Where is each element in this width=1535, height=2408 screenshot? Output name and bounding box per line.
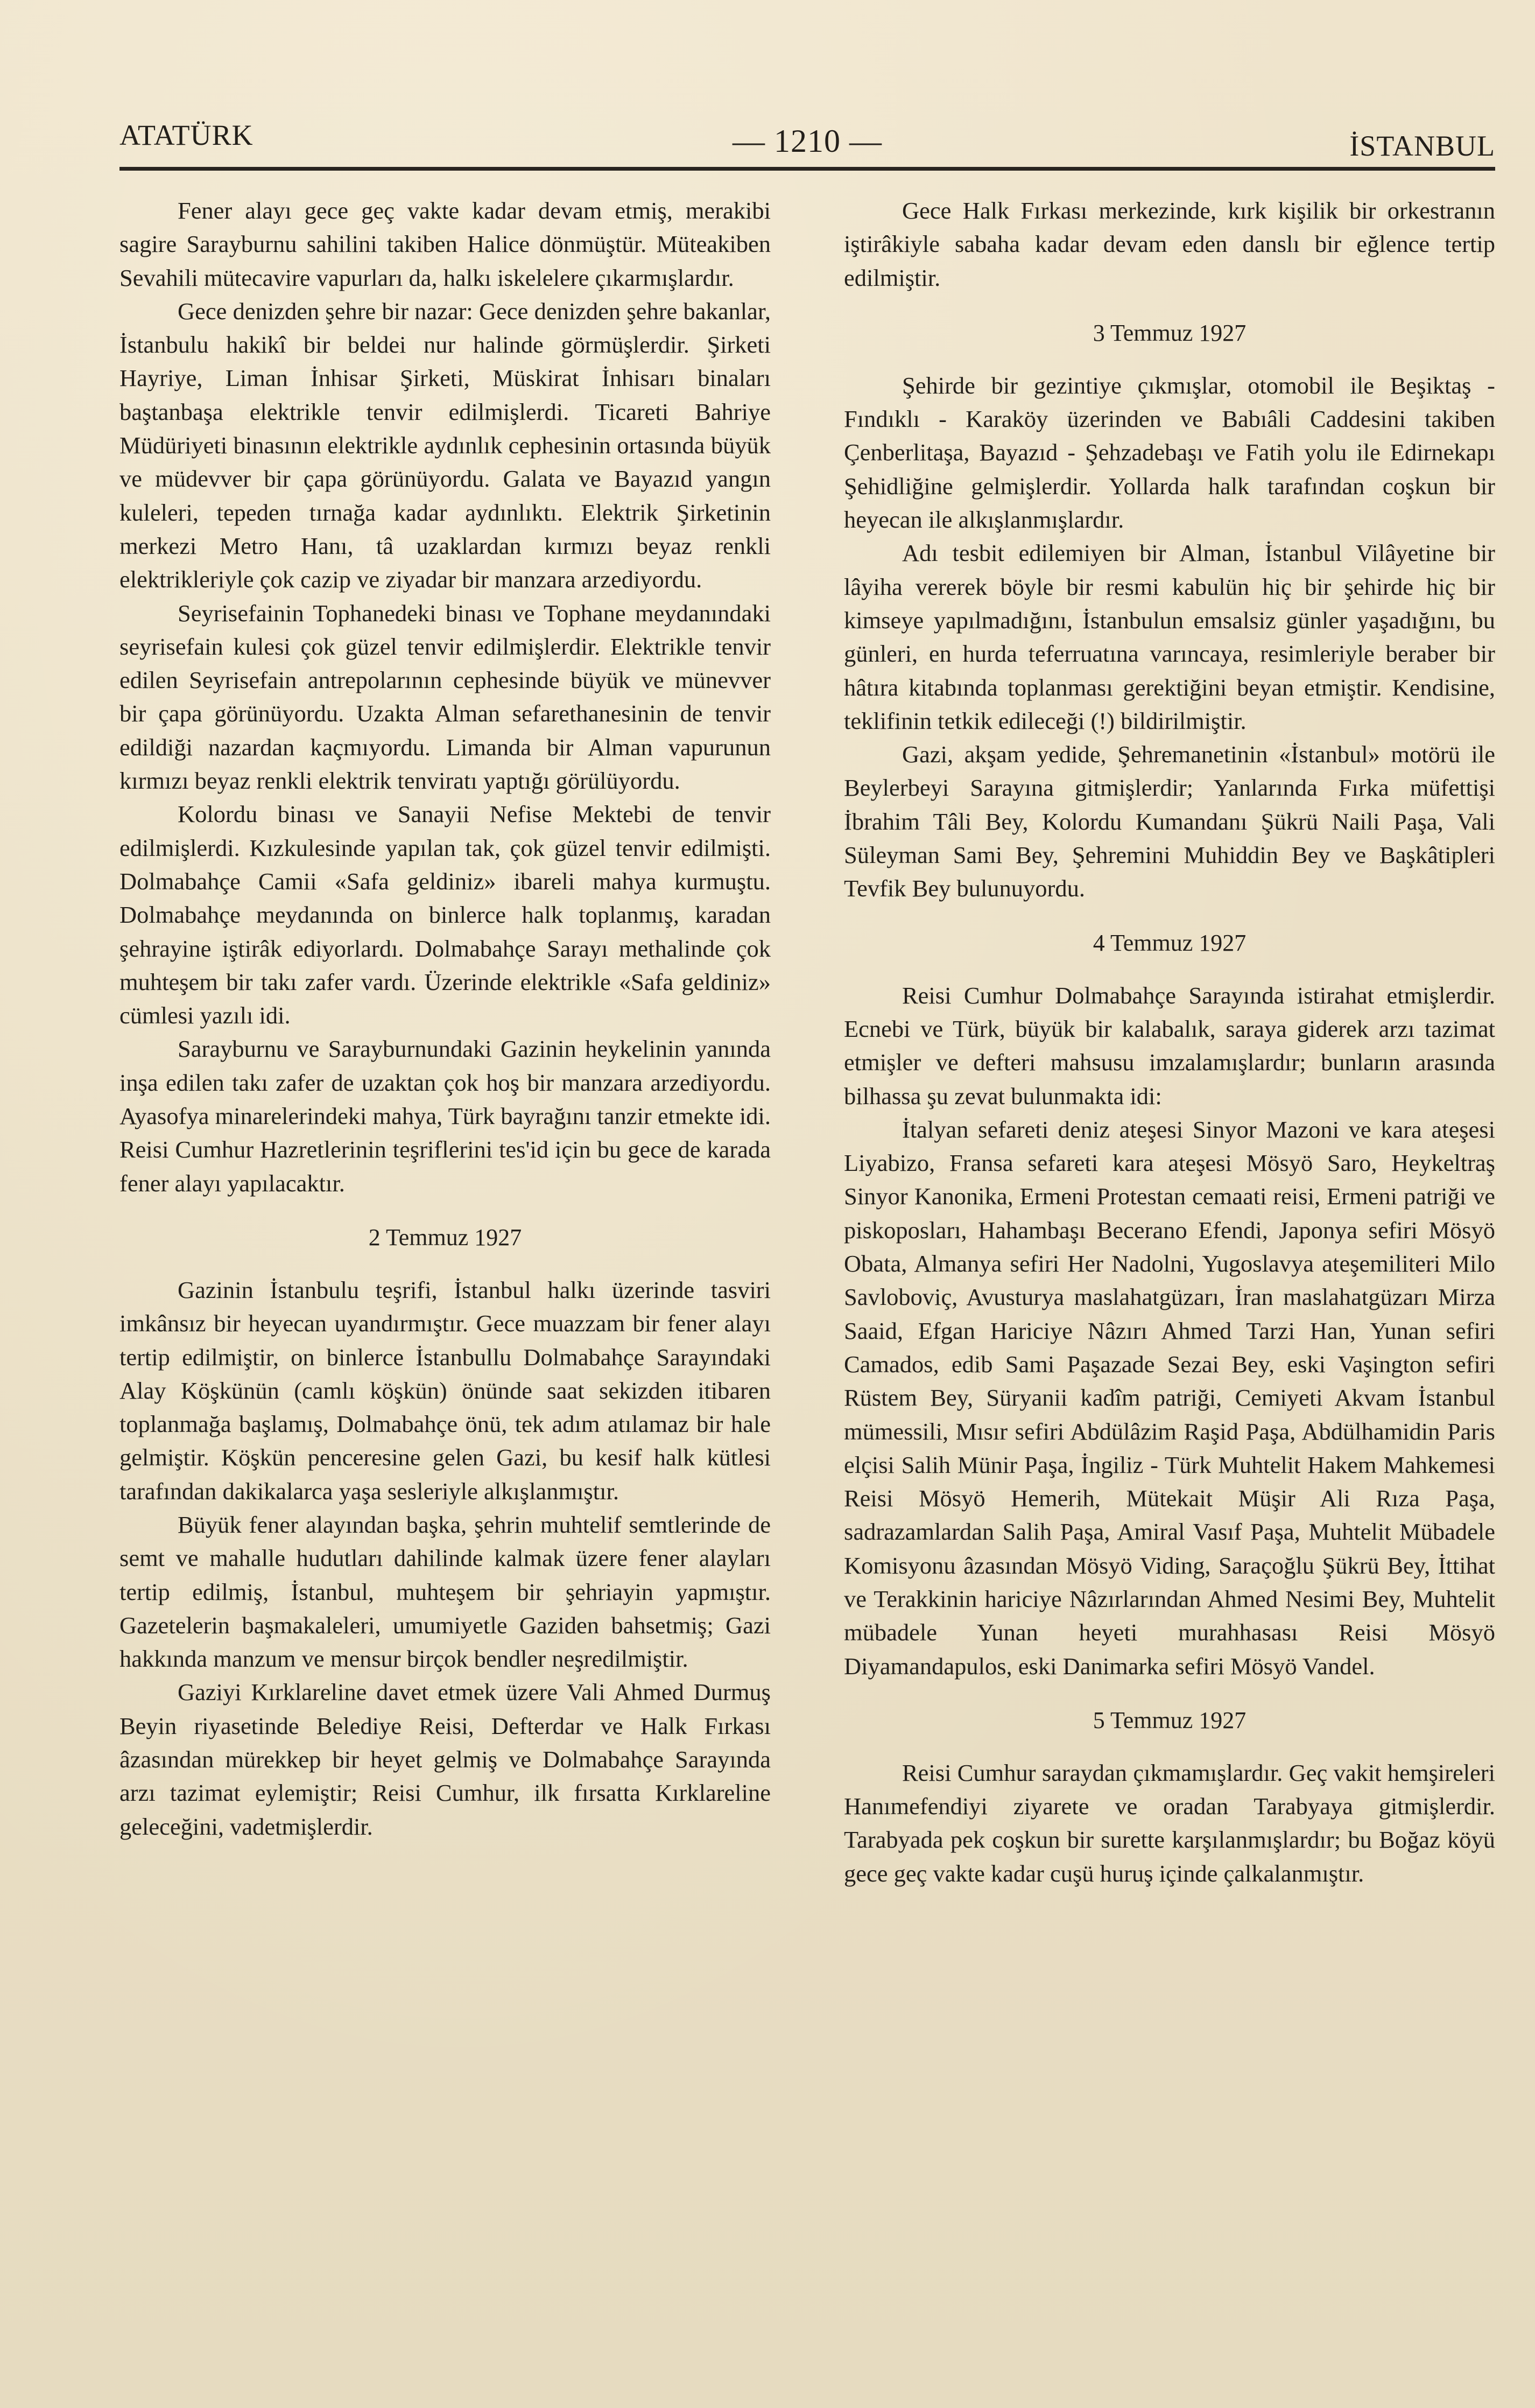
date-heading: 2 Temmuz 1927 — [368, 1224, 522, 1251]
header-rule — [119, 167, 1495, 171]
date-heading: 5 Temmuz 1927 — [1093, 1707, 1247, 1733]
paragraph: Şehirde bir gezintiye çıkmışlar, otomobil ile Beşiktaş - Fındıklı - Karaköy üzerinden ve Babıâli Caddesini takiben Çenberlitaşa, Bayazıd - Şehzadebaşı ve Fatih yolu ile Edirnekapı Şehidliğine gelmişlerdir. Yollarda halk tarafından coşkun bir heyecan ile alkışlanmışlardır. — [844, 371, 1495, 533]
paragraph: Gece Halk Fırkası merkezinde, kırk kişilik bir orkestranın iştirâkiyle sabaha kadar devam eden danslı bir eğlence tertip edilmiştir. — [844, 197, 1495, 291]
paragraph: Seyrisefainin Tophanedeki binası ve Tophane meydanındaki seyrisefain kulesi çok güzel tenvir edilmişlerdir. Elektrikle tenvir edilen Seyrisefain antrepolarının cephesinde büyük ve münevver bir çapa görünüyordu. Uzakta Alman sefarethanesinin de tenvir edildiği nazardan kaçmıyordu. Limanda bir Alman vapurunun kırmızı beyaz renkli elektrik tenviratı yaptığı görülüyordu. — [119, 599, 771, 795]
paragraph: Gazi, akşam yedide, Şehremanetinin «İstanbul» motörü ile Beylerbeyi Sarayına gitmişlerdir; Yanlarında Fırka müfettişi İbrahim Tâli Bey, Kolordu Kumandanı Şükrü Naili Paşa, Vali Süleyman Sami Bey, Şehremini Muhiddin Bey ve Başkâtipleri Tevfik Bey bulunuyordu. — [844, 741, 1495, 902]
date-heading: 4 Temmuz 1927 — [1093, 929, 1247, 956]
paragraph: Kolordu binası ve Sanayii Nefise Mektebi de tenvir edilmişlerdi. Kızkulesinde yapılan tak, çok güzel tenvir edilmişti. Dolmabahçe Camii «Safa geldiniz» ibareli mahya kurmuştu. Dolmabahçe meydanında on binlerce halk toplanmış, karadan şehrayine iştirâk ediyorlardı. Dolmabahçe Sarayı methalinde çok muhteşem bir takı zafer vardı. Üzerinde elektrikle «Safa geldiniz» cümlesi yazılı idi. — [119, 801, 771, 1029]
paragraph: Gazinin İstanbulu teşrifi, İstanbul halkı üzerinde tasviri imkânsız bir heyecan uyandırmıştır. Gece muazzam bir fener alayı tertip edilmiştir, on binlerce İstanbullu Dolmabahçe Sarayındaki Alay Köşkünün (camlı köşkün) önünde saat sekizden itibaren toplanmağa başlamış, Dolmabahçe önü, tek adım atılamaz bir hale gelmiştir. Köşkün penceresine gelen Gazi, bu kesif halk kütlesi tarafından dakikalarca yaşa sesleriyle alkışlanmıştır. — [119, 1276, 771, 1505]
paragraph: Sarayburnu ve Sarayburnundaki Gazinin heykelinin yanında inşa edilen takı zafer de uzaktan çok hoş bir manzara arzediyordu. Ayasofya minarelerindeki mahya, Türk bayrağını tanzir etmekte idi. Reisi Cumhur Hazretlerinin teşriflerini tes'id için bu gece de karada fener alayı yapılacaktır. — [119, 1035, 771, 1197]
paragraph: Reisi Cumhur Dolmabahçe Sarayında istirahat etmişlerdir. Ecnebi ve Türk, büyük bir kalabalık, saraya giderek arzı tazimat etmişler ve defteri mahsusu imzalamışlardır; bunların arasında bilhassa şu zevat bulunmakta idi: — [844, 981, 1495, 1110]
running-title-right: İSTANBUL — [1349, 130, 1495, 162]
page-header — [119, 113, 1495, 162]
left-column — [119, 194, 771, 1843]
paragraph: İtalyan sefareti deniz ateşesi Sinyor Mazoni ve kara ateşesi Liyabizo, Fransa sefareti kara ateşesi Mösyö Saro, Heykeltraş Sinyor Kanonika, Ermeni Protestan cemaati reisi, Ermeni patriği ve piskoposları, Hahambaşı Becerano Efendi, Japonya sefiri Mösyö Obata, Almanya sefiri Her Nadolni, Yugoslavya ateşemiliteri Milo Savloboviç, Avusturya maslahatgüzarı, İran maslahatgüzarı Mirza Saaid, Efgan Hariciye Nâzırı Ahmed Tarzi Han, Yunan sefiri Camados, edib Sami Paşazade Sezai Bey, eski Vaşington sefiri Rüstem Bey, Süryanii kadîm patriği, Cemiyeti Akvam İstanbul mümessili, Mısır sefiri Abdülâzim Raşid Paşa, Abdülhamidin Paris elçisi Salih Münir Paşa, İngiliz - Türk Muhtelit Hakem Mahkemesi Reisi Mösyö Hemerih, Mütekait Müşir Ali Rıza Paşa, sadrazamlardan Salih Paşa, Amiral Vasıf Paşa, Muhtelit Mübadele Komisyonu âzasından Mösyö Viding, Saraçoğlu Şükrü Bey, İttihat ve Terakkinin hariciye Nâzırlarından Ahmed Nesimi Bey, Muhtelit mübadele Yunan heyeti murahhasası Reisi Mösyö Diyamandapulos, eski Danimarka sefiri Mösyö Vandel. — [844, 1115, 1495, 1680]
paragraph: Adı tesbit edilemiyen bir Alman, İstanbul Vilâyetine bir lâyiha vererek böyle bir resmi kabulün hiç bir şehirde hiç bir kimseye yapılmadığını, İstanbulun emsalsiz günler yaşadığını, bu günleri, en hurda teferruatına varıncaya, resimleriyle beraber bir hâtıra kitabında toplanması gerektiğini beyan etmiştir. Kendisine, teklifinin tetkik edileceği (!) bildirilmiştir. — [844, 539, 1495, 734]
running-title-left: ATATÜRK — [119, 119, 254, 151]
paragraph: Reisi Cumhur saraydan çıkmamışlardır. Geç vakit hemşireleri Hanımefendiyi ziyarete ve oradan Tarabyaya gitmişlerdir. Tarabyada pek coşkun bir surette karşılanmışlardır; bu Boğaz köyü gece geç vakte kadar cuşü huruş içinde çalkalanmıştır. — [844, 1759, 1495, 1887]
paragraph: Fener alayı gece geç vakte kadar devam etmiş, merakibi sagire Sarayburnu sahilini takiben Halice dönmüştür. Müteakiben Sevahili mütecavire vapurları da, halkı iskelelere çıkarmışlardır. — [119, 197, 771, 291]
paragraph: Gaziyi Kırklareline davet etmek üzere Vali Ahmed Durmuş Beyin riyasetinde Belediye Reisi, Defterdar ve Halk Fırkası âzasından mürekkep bir heyet gelmiş ve Dolmabahçe Sarayında arzı tazimat eylemiştir; Reisi Cumhur, ilk fırsatta Kırklareline geleceğini, vadetmişlerdir. — [119, 1679, 771, 1840]
right-column — [844, 194, 1495, 1890]
page-number: — 1210 — — [733, 123, 882, 159]
date-heading: 3 Temmuz 1927 — [1093, 319, 1247, 346]
paragraph: Büyük fener alayından başka, şehrin muhtelif semtlerinde de semt ve mahalle hudutları dahilinde kalmak üzere fener alayları tertip edilmiş, İstanbul, muhteşem bir şehriayin yapmıştır. Gazetelerin başmakaleleri, umumiyetle Gaziden bahsetmiş; Gazi hakkında manzum ve mensur birçok bendler neşredilmiştir. — [119, 1511, 771, 1673]
paragraph: Gece denizden şehre bir nazar: Gece denizden şehre bakanlar, İstanbulu hakikî bir beldei nur halinde görmüşlerdir. Şirketi Hayriye, Liman İnhisar Şirketi, Müskirat İnhisarı binaları baştanbaşa elektrikle tenvir edilmişlerdi. Ticareti Bahriye Müdüriyeti binasının elektrikle aydınlık cephesinin ortasında büyük ve müdevver bir çapa görünüyordu. Galata ve Bayazıd yangın kuleleri, tepeden tırnağa kadar aydınlıktı. Elektrik Şirketinin merkezi Metro Hanı, tâ uzaklardan kırmızı beyaz renkli elektrikleriyle çok cazip ve ziyadar bir manzara arzediyordu. — [119, 297, 771, 593]
